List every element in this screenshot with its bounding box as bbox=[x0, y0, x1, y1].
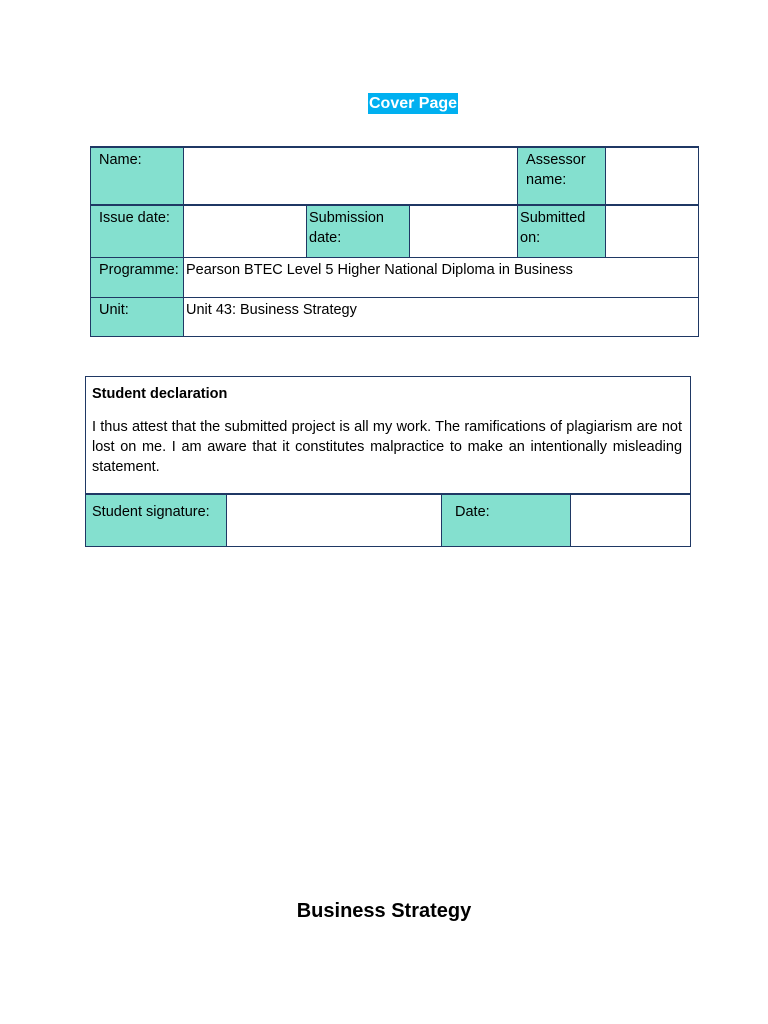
assessor-name-field[interactable] bbox=[606, 147, 699, 205]
assignment-info-table bbox=[90, 146, 699, 337]
submitted-on-field[interactable] bbox=[606, 205, 699, 257]
submission-date-field[interactable] bbox=[410, 205, 518, 257]
programme-label: Programme: bbox=[91, 257, 184, 297]
submission-date-label: Submission date: bbox=[307, 205, 410, 257]
student-signature-label: Student signature: bbox=[86, 494, 227, 546]
issue-date-label: Issue date: bbox=[91, 205, 184, 257]
name-field[interactable] bbox=[184, 147, 518, 205]
document-title: Business Strategy bbox=[296, 900, 472, 922]
declaration-row bbox=[86, 377, 691, 495]
student-signature-field[interactable] bbox=[227, 494, 442, 546]
student-declaration-table bbox=[85, 376, 691, 547]
programme-value: Pearson BTEC Level 5 Higher National Diploma in Business bbox=[184, 257, 699, 297]
declaration-text: I thus attest that the submitted project is all my work. The ramifications of plagiarism are not lost on me. I am aware that it constitutes malpractice to make an intentionally misleading statement. bbox=[92, 419, 683, 475]
assessor-name-label: Assessor name: bbox=[518, 147, 606, 205]
unit-label: Unit: bbox=[91, 297, 184, 336]
info-row-unit bbox=[91, 297, 699, 336]
info-row-name bbox=[91, 147, 699, 205]
declaration-box bbox=[86, 377, 691, 495]
unit-value: Unit 43: Business Strategy bbox=[184, 297, 699, 336]
declaration-heading: Student declaration bbox=[92, 386, 228, 402]
date-field[interactable] bbox=[571, 494, 691, 546]
name-label: Name: bbox=[91, 147, 184, 205]
info-row-dates bbox=[91, 205, 699, 257]
date-label: Date: bbox=[442, 494, 571, 546]
issue-date-field[interactable] bbox=[184, 205, 307, 257]
info-row-programme bbox=[91, 257, 699, 297]
signature-row bbox=[86, 494, 691, 546]
submitted-on-label: Submitted on: bbox=[518, 205, 606, 257]
cover-page-heading: Cover Page bbox=[369, 95, 458, 112]
